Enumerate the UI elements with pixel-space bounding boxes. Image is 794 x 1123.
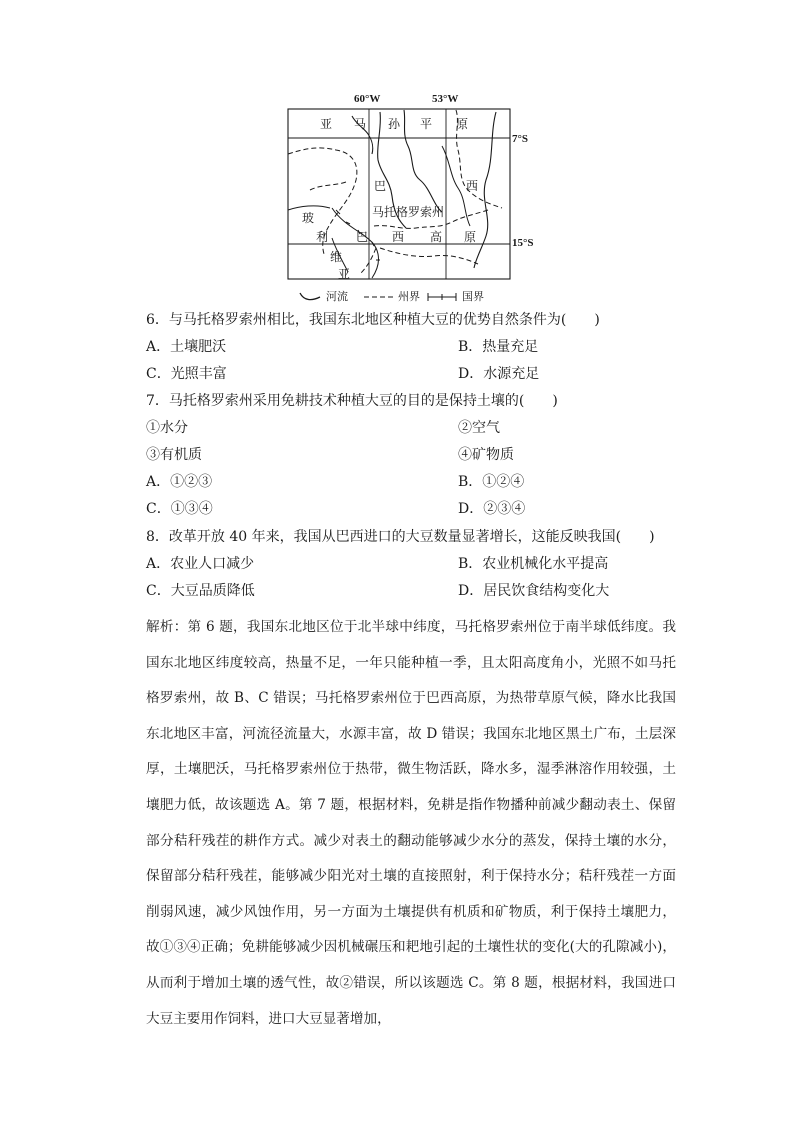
question-7-item-3: ③有机质 <box>146 447 202 463</box>
map-label-ping: 平 <box>420 117 433 131</box>
map-label-wei: 维 <box>330 250 343 264</box>
country-border <box>288 206 330 210</box>
question-7-stem: 7．马托格罗索州采用免耕技术种植大豆的目的是保持土壤的( ) <box>146 393 558 409</box>
state-border <box>360 248 376 274</box>
answer-analysis <box>146 610 676 1037</box>
map-label-li: 利 <box>316 230 329 244</box>
question-6-option-a: A．土壤肥沃 <box>146 339 227 355</box>
latitude-label-7s: 7°S <box>512 133 529 145</box>
longitude-label-53w: 53°W <box>432 93 459 105</box>
map-label-ya: 亚 <box>320 117 333 131</box>
legend-country-border-label: 国界 <box>462 290 484 303</box>
question-6-option-c: C．光照丰富 <box>146 366 227 382</box>
map-label-bo: 玻 <box>302 211 315 225</box>
map-label-ya-2: 亚 <box>338 267 351 281</box>
state-border <box>380 248 478 264</box>
map-label-xi: 西 <box>466 179 479 193</box>
question-8-option-b: B．农业机械化水平提高 <box>458 556 609 572</box>
map-label-mato-grosso-state: 马托格罗索州 <box>372 205 445 219</box>
map-label-ba: 巴 <box>374 179 387 193</box>
longitude-label-60w: 60°W <box>354 93 381 105</box>
question-7-option-d: D．②③④ <box>458 501 526 517</box>
map-label-yuan-2: 原 <box>464 230 477 244</box>
analysis-text: 解析：第 6 题，我国东北地区位于北半球中纬度，马托格罗索州位于南半球低纬度。我国东北地区纬度较高，热量不足，一年只能种植一季，且太阳高度角小，光照不如马托格罗索州，故 B、C 错误；马托格罗索州位于巴西高原，为热带草原气候，降水比我国东北地区丰富，河流径流量大，水源丰富，故 D 错误；我国东北地区黑土广布，土层深厚，土壤肥沃，马托格罗索州位于热带，微生物活跃，降水多，湿季淋溶作用较强，土壤肥力低，故该题选 A。第 7 题，根据材料，免耕是指作物播种前减少翻动表土、保留部分秸秆残茬的耕作方式。减少对表土的翻动能够减少水分的蒸发，保持土壤的水分，保留部分秸秆残茬，能够减少阳光对土壤的直接照射，利于保持水分；秸秆残茬一方面削弱风速，减少风蚀作用，另一方面为土壤提供有机质和矿物质，利于保持土壤肥力，故①③④正确；免耕能够减少因机械碾压和耙地引起的土壤性状的变化(大的孔隙减小)，从而利于增加土壤的透气性，故②错误，所以该题选 C。第 8 题，根据材料，我国进口大豆主要用作饲料，进口大豆显著增加， <box>146 619 676 1027</box>
question-7-item-2: ②空气 <box>458 420 500 436</box>
question-7-option-a: A．①②③ <box>146 474 213 490</box>
map-label-xun: 孙 <box>388 117 401 131</box>
brazil-map-figure <box>280 88 550 310</box>
river-symbol <box>300 293 320 300</box>
map-label-gao: 高 <box>430 230 443 244</box>
legend-river-label: 河流 <box>326 290 348 303</box>
state-border <box>310 182 346 190</box>
question-6-stem: 6．与马托格罗索州相比，我国东北地区种植大豆的优势自然条件为( ) <box>146 312 600 328</box>
question-8-option-a: A．农业人口减少 <box>146 556 255 572</box>
map-label-ba-2: 巴 <box>356 230 369 244</box>
question-6-option-d: D．水源充足 <box>458 366 540 382</box>
map-label-yuan: 原 <box>456 117 469 131</box>
question-7-item-1: ①水分 <box>146 420 188 436</box>
map-label-xi-2: 西 <box>392 230 405 244</box>
question-8-stem: 8．改革开放 40 年来，我国从巴西进口的大豆数量显著增长，这能反映我国( ) <box>146 529 655 545</box>
latitude-label-15s: 15°S <box>512 237 534 249</box>
question-8-option-c: C．大豆品质降低 <box>146 583 255 599</box>
legend-state-border-label: 州界 <box>398 290 420 303</box>
question-7-option-b: B．①②④ <box>458 474 525 490</box>
question-7-item-4: ④矿物质 <box>458 447 514 463</box>
question-6-option-b: B．热量充足 <box>458 339 539 355</box>
question-7-option-c: C．①③④ <box>146 501 213 517</box>
map-label-ma: 马 <box>354 117 367 131</box>
question-8-option-d: D．居民饮食结构变化大 <box>458 583 610 599</box>
